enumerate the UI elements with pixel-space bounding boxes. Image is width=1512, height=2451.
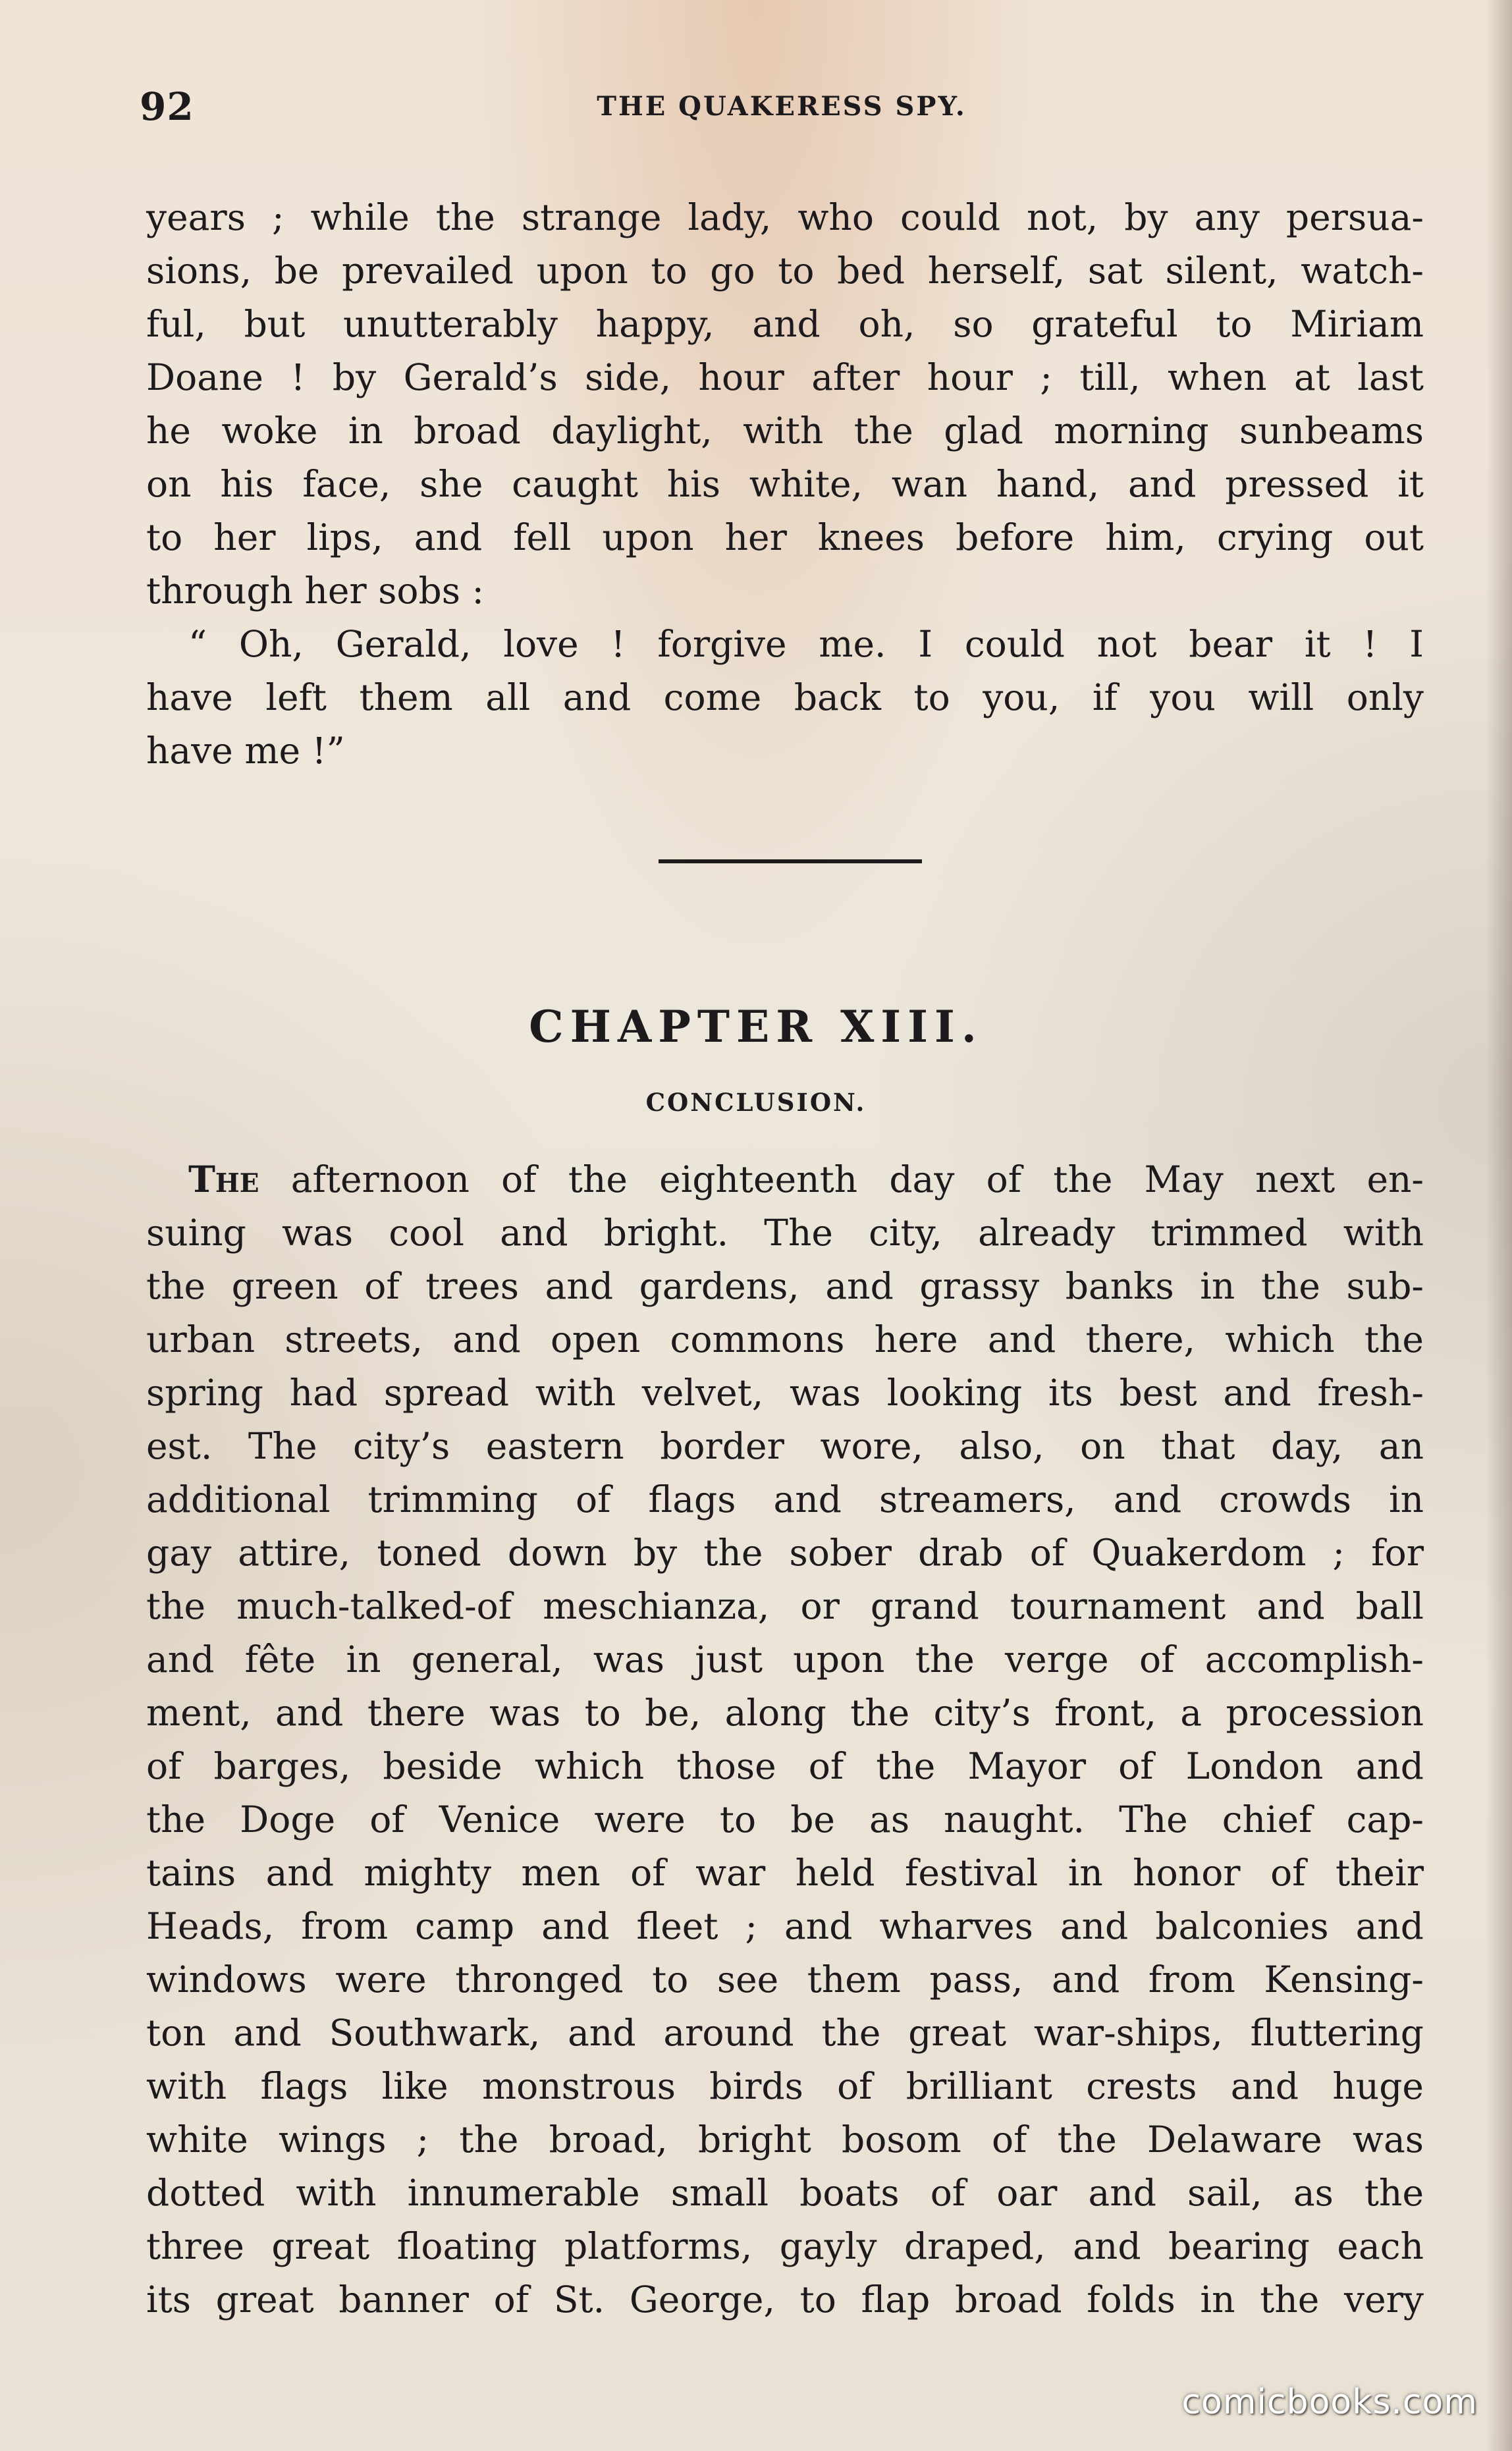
text-line: tains and mighty men of war held festival in honor of their (146, 1852, 1424, 1894)
text-line: additional trimming of flags and streamers, and crowds in (146, 1478, 1424, 1521)
text-line (146, 1152, 1424, 1206)
first-line-rest: afternoon of the eighteenth day of the May next en- (259, 1158, 1424, 1200)
text-line: its great banner of St. George, to flap broad folds in the very (146, 2278, 1424, 2321)
first-word: The (188, 1158, 259, 1200)
text-line: and fête in general, was just upon the verge of accomplish- (146, 1638, 1424, 1681)
text-line: gay attire, toned down by the sober drab of Quakerdom ; for (146, 1532, 1424, 1574)
text-line: on his face, she caught his white, wan hand, and pressed it (146, 463, 1424, 505)
text-line: to her lips, and fell upon her knees before him, crying out (146, 516, 1424, 558)
text-line: of barges, beside which those of the Mayor of London and (146, 1745, 1424, 1787)
text-line: the green of trees and gardens, and grassy banks in the sub- (146, 1265, 1424, 1307)
text-line: have left them all and come back to you, if you will only (146, 676, 1424, 718)
text-line: sions, be prevailed upon to go to bed herself, sat silent, watch- (146, 250, 1424, 292)
text-line: windows were thronged to see them pass, and from Kensing- (146, 1958, 1424, 2001)
page-edge-shadow (1486, 0, 1512, 2451)
running-title: THE QUAKERESS SPY. (597, 91, 967, 122)
text-line: white wings ; the broad, bright bosom of the Delaware was (146, 2118, 1424, 2161)
paragraph-quote (146, 618, 1424, 778)
text-line: he woke in broad daylight, with the glad morning sunbeams (146, 410, 1424, 452)
text-line: the much-talked-of meschianza, or grand tournament and ball (146, 1585, 1424, 1627)
page-number: 92 (140, 84, 194, 129)
text-line: ful, but unutterably happy, and oh, so grateful to Miriam (146, 303, 1424, 345)
chapter-subtitle: CONCLUSION. (645, 1088, 867, 1117)
text-line: suing was cool and bright. The city, already trimmed with (146, 1212, 1424, 1254)
text-line: spring had spread with velvet, was looking its best and fresh- (146, 1372, 1424, 1414)
text-line: years ; while the strange lady, who could not, by any persua- (146, 196, 1424, 238)
text-line: Doane ! by Gerald’s side, hour after hour ; till, when at last (146, 356, 1424, 398)
paragraph-continued (146, 191, 1424, 618)
chapter-title: CHAPTER XIII. (529, 1001, 983, 1052)
text-line: ton and Southwark, and around the great war-ships, fluttering (146, 2012, 1424, 2054)
text-line: Heads, from camp and fleet ; and wharves and balconies and (146, 1905, 1424, 1947)
text-line: ment, and there was to be, along the city’s front, a procession (146, 1692, 1424, 1734)
text-line: the Doge of Venice were to be as naught. The chief cap- (146, 1798, 1424, 1841)
text-line: through her sobs : (146, 570, 484, 612)
watermark: comicbooks.com (1181, 2383, 1478, 2422)
text-line: “ Oh, Gerald, love ! forgive me. I could not bear it ! I (188, 623, 1424, 665)
text-line: urban streets, and open commons here and there, which the (146, 1318, 1424, 1360)
running-head (140, 84, 1424, 137)
continuation-text (146, 191, 1424, 778)
text-line: three great floating platforms, gayly draped, and bearing each (146, 2225, 1424, 2267)
text-line: have me !” (146, 730, 345, 772)
chapter-body (146, 1152, 1424, 2327)
text-line: est. The city’s eastern border wore, also, on that day, an (146, 1425, 1424, 1467)
text-line: dotted with innumerable small boats of oar and sail, as the (146, 2172, 1424, 2214)
text-line: with flags like monstrous birds of brilliant crests and huge (146, 2065, 1424, 2107)
section-divider (659, 859, 922, 863)
